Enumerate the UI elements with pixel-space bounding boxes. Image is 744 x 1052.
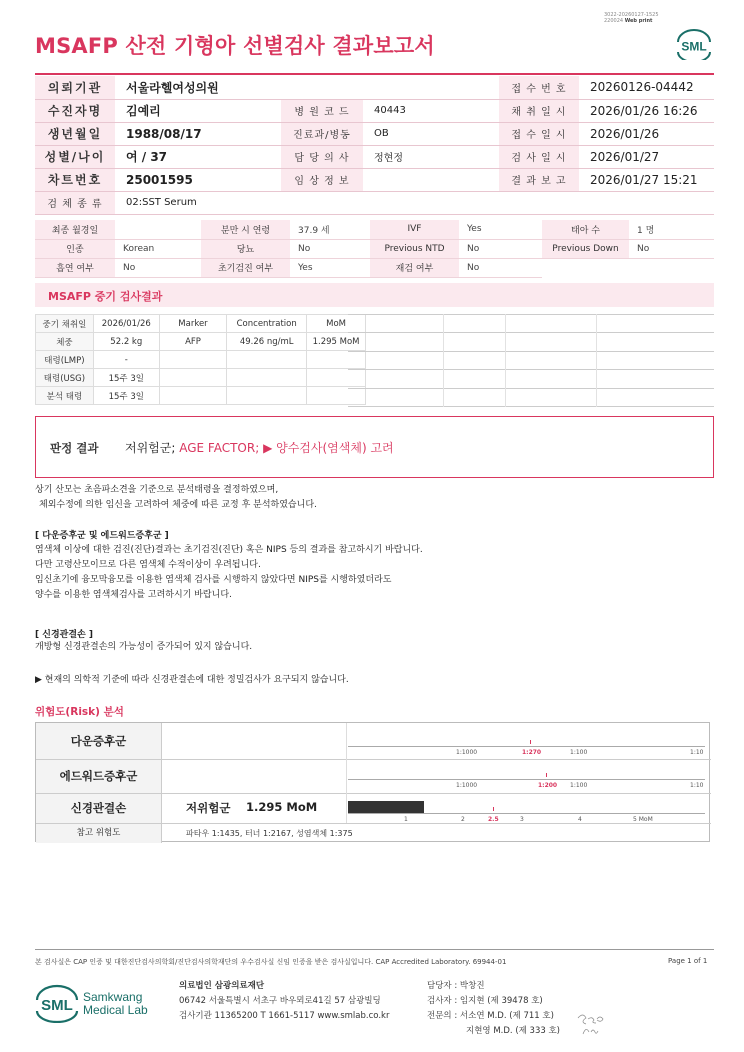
value-department: OB xyxy=(363,122,499,145)
label-doctor: 담 당 의 사 xyxy=(281,145,363,168)
edwards-scale-label: 1:1000 xyxy=(456,782,478,789)
label-requester: 의뢰기관 xyxy=(35,76,115,99)
note-line: 염색체 이상에 대한 검진(진단)결과는 초기검진(진단) 혹은 NIPS 등의 결과를 참고하시기 바랍니다. xyxy=(35,545,423,555)
org-code: 검사기관 11365200 T 1661-5117 www.smlab.co.kr xyxy=(179,1011,390,1021)
verdict-advice: AGE FACTOR; ▶ 양수검사(염색체) 고려 xyxy=(179,441,394,455)
label-smoking: 흡연 여부 xyxy=(35,258,115,277)
down-scale-label: 1:1000 xyxy=(456,749,478,756)
info-row xyxy=(35,122,714,145)
svg-text:SML: SML xyxy=(681,39,707,54)
info-row xyxy=(35,76,714,99)
value-marker: AFP xyxy=(159,333,227,351)
value-diabetes: No xyxy=(290,239,370,258)
ntd-cutoff-marker xyxy=(493,807,494,811)
risk-table xyxy=(35,722,710,842)
value-requester: 서울라헬여성의원 xyxy=(115,76,499,99)
footer-logo xyxy=(35,983,155,1023)
note-paragraph-2 xyxy=(35,543,423,603)
label-report-time: 결 과 보 고 xyxy=(499,168,579,191)
section-title: MSAFP 중기 검사결과 xyxy=(35,283,714,307)
result-row xyxy=(36,387,366,405)
ntd-scale-label: 5 MoM xyxy=(633,816,653,823)
info-row xyxy=(35,145,714,168)
print-label: Web print xyxy=(624,18,653,24)
edwards-risk-marker xyxy=(546,773,547,777)
maternal-info-table xyxy=(35,220,714,278)
ntd-scale-label: 4 xyxy=(578,816,582,823)
value-mid-collection: 2026/01/26 xyxy=(93,315,159,333)
note-line: 임신초기에 융모막융모를 이용한 염색체 검사를 시행하지 않았다면 NIPS를 시행하였더라도 xyxy=(35,575,392,585)
note-heading-down: [ 다운증후군 및 에드워드증후군 ] xyxy=(35,531,169,541)
value-report-time: 2026/01/27 15:21 xyxy=(579,168,714,191)
maternal-row xyxy=(35,258,714,277)
value-retest: No xyxy=(459,258,542,277)
certification-text: 본 검사실은 CAP 인증 및 대한진단검사의학회/진단검사의학재단의 우수검사실 신임 인증을 받은 검사실입니다. CAP Accredited Laboratory. 69944-01 xyxy=(35,958,507,966)
label-patient-name: 수진자명 xyxy=(35,99,115,122)
label-delivery-age: 분만 시 연령 xyxy=(201,220,290,239)
staff-specialist: 전문의 : 서소연 M.D. (제 711 호) xyxy=(427,1011,554,1021)
ntd-mom-bar xyxy=(348,801,424,813)
risk-label-ntd: 신경관결손 xyxy=(36,793,161,823)
page-number: Page 1 of 1 xyxy=(668,957,708,965)
staff-specialist-2: 지현영 M.D. (제 333 호) xyxy=(466,1026,561,1036)
reference-risks: 파타우 1:1435, 터너 1:2167, 성염색체 1:375 xyxy=(186,829,353,838)
svg-text:Samkwang: Samkwang xyxy=(83,990,143,1004)
result-row xyxy=(36,333,366,351)
label-specimen: 검 체 종 류 xyxy=(35,191,115,214)
label-mid-collection: 중기 채취일 xyxy=(36,315,94,333)
edwards-scale-label: 1:100 xyxy=(570,782,588,789)
label-test-date: 검 사 일 시 xyxy=(499,145,579,168)
value-lmp-date xyxy=(115,220,201,239)
title-rule xyxy=(35,73,714,75)
value-collection-time: 2026/01/26 16:26 xyxy=(579,99,714,122)
label-diabetes: 당뇨 xyxy=(201,239,290,258)
value-hospital-code: 40443 xyxy=(363,99,499,122)
empty-result-grid xyxy=(348,314,714,407)
print-info xyxy=(604,12,704,24)
risk-label-reference: 참고 위험도 xyxy=(36,823,161,843)
ntd-scale-label: 2.5 xyxy=(488,816,499,823)
note-line: 체외수정에 의한 임신을 고려하여 체중에 따른 교정 후 분석하였습니다. xyxy=(39,500,317,510)
note-paragraph-3: 개방형 신경관결손의 가능성이 증가되어 있지 않습니다. xyxy=(35,642,253,652)
info-row xyxy=(35,191,714,214)
label-receipt-time: 접 수 일 시 xyxy=(499,122,579,145)
staff-info xyxy=(427,979,560,1039)
label-collection-time: 채 취 일 시 xyxy=(499,99,579,122)
info-row xyxy=(35,99,714,122)
print-code: 3022-20260127-1525 xyxy=(604,12,659,18)
value-patient-name: 김예리 xyxy=(115,99,281,122)
edwards-scale-axis xyxy=(348,779,705,780)
verdict-risk: 저위험군; xyxy=(125,441,180,455)
down-scale-axis xyxy=(348,746,705,747)
note-heading-ntd: [ 신경관결손 ] xyxy=(35,630,93,640)
print-code-2: 220024 xyxy=(604,18,624,24)
label-prev-down: Previous Down xyxy=(542,239,629,258)
header-marker: Marker xyxy=(159,315,227,333)
edwards-scale-label: 1:10 xyxy=(690,782,704,789)
down-scale-label: 1:10 xyxy=(690,749,704,756)
verdict-box xyxy=(35,416,714,478)
verdict-text xyxy=(125,439,394,456)
result-row xyxy=(36,351,366,369)
sml-logo xyxy=(672,28,716,60)
value-test-date: 2026/01/27 xyxy=(579,145,714,168)
verdict-label: 판정 결과 xyxy=(50,441,99,455)
value-prev-ntd: No xyxy=(459,239,542,258)
label-ivf: IVF xyxy=(370,220,459,239)
label-chart-no: 차트번호 xyxy=(35,168,115,191)
risk-label-down: 다운증후군 xyxy=(36,723,161,759)
value-concentration: 49.26 ng/mL xyxy=(227,333,307,351)
value-receipt-no: 20260126-04442 xyxy=(579,76,714,99)
value-ga-lmp: - xyxy=(93,351,159,369)
note-paragraph-4: ▶ 현재의 의학적 기준에 따라 신경관결손에 대한 정밀검사가 요구되지 않습니다. xyxy=(35,675,349,685)
patient-info-table xyxy=(35,76,714,215)
label-first-screen: 초기검진 여부 xyxy=(201,258,290,277)
ntd-result: 저위험군 xyxy=(186,801,231,815)
edwards-scale-label: 1:200 xyxy=(538,782,558,789)
value-smoking: No xyxy=(115,258,201,277)
ntd-scale-axis xyxy=(348,813,705,814)
down-scale-label: 1:270 xyxy=(522,749,542,756)
value-weight: 52.2 kg xyxy=(93,333,159,351)
value-clinical-info xyxy=(363,168,499,191)
value-specimen: 02:SST Serum xyxy=(115,191,714,214)
label-ga-usg: 태령(USG) xyxy=(36,369,94,387)
signature xyxy=(575,1010,615,1040)
label-race: 인종 xyxy=(35,239,115,258)
risk-label-edwards: 에드워드증후군 xyxy=(36,759,161,793)
value-ivf: Yes xyxy=(459,220,542,239)
ntd-mom: 1.295 MoM xyxy=(246,800,318,814)
value-mom: 1.295 MoM xyxy=(307,333,366,351)
label-birthdate: 생년월일 xyxy=(35,122,115,145)
ntd-scale-label: 3 xyxy=(520,816,524,823)
value-ga-analysis: 15주 3일 xyxy=(93,387,159,405)
label-fetus-count: 태아 수 xyxy=(542,220,629,239)
value-delivery-age: 37.9 세 xyxy=(290,220,370,239)
value-prev-down: No xyxy=(629,239,714,258)
header-concentration: Concentration xyxy=(227,315,307,333)
result-row xyxy=(36,315,366,333)
header-mom: MoM xyxy=(307,315,366,333)
value-first-screen: Yes xyxy=(290,258,370,277)
value-sex-age: 여 / 37 xyxy=(115,145,281,168)
label-clinical-info: 임 상 정 보 xyxy=(281,168,363,191)
label-ga-analysis: 분석 태령 xyxy=(36,387,94,405)
value-fetus-count: 1 명 xyxy=(629,220,714,239)
result-row xyxy=(36,369,366,387)
down-risk-marker xyxy=(530,740,531,744)
risk-title: 위험도(Risk) 분석 xyxy=(35,706,124,718)
result-table xyxy=(35,314,366,405)
value-birthdate: 1988/08/17 xyxy=(115,122,281,145)
maternal-row xyxy=(35,220,714,239)
note-line: 상기 산모는 초음파소견을 기준으로 분석태령을 결정하였으며, xyxy=(35,485,279,495)
org-address: 06742 서울특별시 서초구 바우뫼로41길 57 삼광빌딩 xyxy=(179,996,381,1006)
organization-info xyxy=(179,979,389,1024)
value-ga-usg: 15주 3일 xyxy=(93,369,159,387)
note-line: 다만 고령산모이므로 다른 염색체 수적이상이 우려됩니다. xyxy=(35,560,261,570)
label-weight: 체중 xyxy=(36,333,94,351)
ntd-scale-label: 2 xyxy=(461,816,465,823)
label-receipt-no: 접 수 번 호 xyxy=(499,76,579,99)
note-paragraph-1 xyxy=(35,483,317,513)
label-prev-ntd: Previous NTD xyxy=(370,239,459,258)
svg-text:SML: SML xyxy=(41,997,73,1014)
label-lmp-date: 최종 월경일 xyxy=(35,220,115,239)
footer-rule xyxy=(35,949,714,950)
staff-manager: 담당자 : 박창진 xyxy=(427,981,485,991)
info-row xyxy=(35,168,714,191)
label-ga-lmp: 태령(LMP) xyxy=(36,351,94,369)
down-scale-label: 1:100 xyxy=(570,749,588,756)
label-retest: 재검 여부 xyxy=(370,258,459,277)
svg-text:Medical Lab: Medical Lab xyxy=(83,1003,148,1017)
label-hospital-code: 병 원 코 드 xyxy=(281,99,363,122)
value-race: Korean xyxy=(115,239,201,258)
label-department: 진료과/병동 xyxy=(281,122,363,145)
org-name: 의료법인 삼광의료재단 xyxy=(179,981,265,991)
value-receipt-time: 2026/01/26 xyxy=(579,122,714,145)
staff-tester: 검사자 : 임지현 (제 39478 호) xyxy=(427,996,543,1006)
ntd-scale-label: 1 xyxy=(404,816,408,823)
value-doctor: 정현정 xyxy=(363,145,499,168)
label-sex-age: 성별/나이 xyxy=(35,145,115,168)
report-title: MSAFP 산전 기형아 선별검사 결과보고서 xyxy=(35,34,435,58)
value-chart-no: 25001595 xyxy=(115,168,281,191)
maternal-row xyxy=(35,239,714,258)
note-line: 양수를 이용한 염색체검사를 고려하시기 바랍니다. xyxy=(35,590,232,600)
